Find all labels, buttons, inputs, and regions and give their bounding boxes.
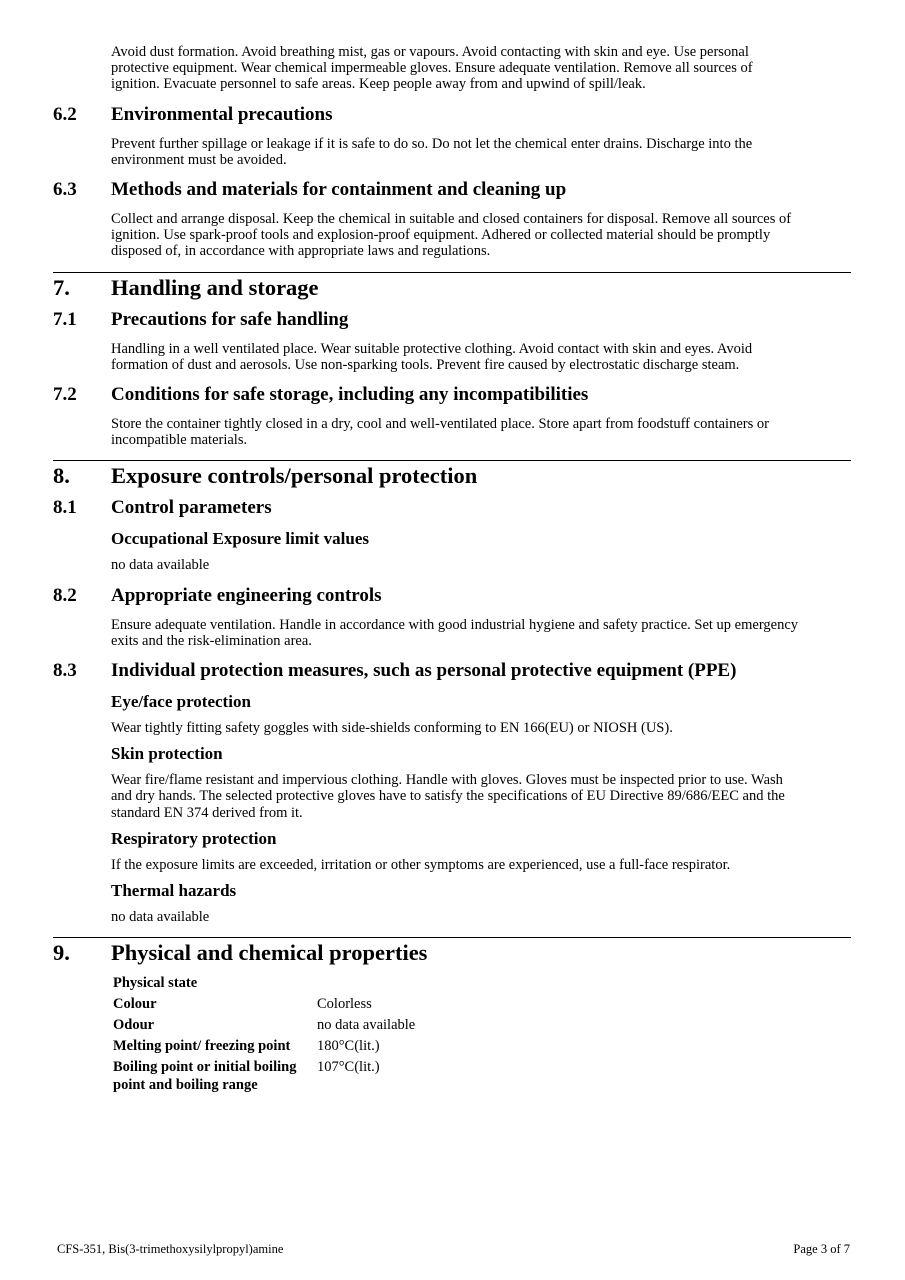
- property-value: Colorless: [317, 996, 372, 1013]
- section-title: Methods and materials for containment and cleaning up: [111, 179, 567, 201]
- property-name: Colour: [113, 996, 157, 1013]
- section-7-heading: [53, 275, 851, 301]
- section-number: 7.1: [53, 308, 77, 330]
- section-number: 7.: [53, 274, 70, 300]
- respiratory-protection-subheading: Respiratory protection: [111, 828, 277, 848]
- section-7-2-text: Store the container tightly closed in a dry, cool and well-ventilated place. Store apart from foodstuff containers or incompatible materials.: [111, 416, 769, 449]
- eye-protection-text: Wear tightly fitting safety goggles with side-shields conforming to EN 166(EU) or NIOSH (US).: [111, 720, 673, 737]
- section-8-2-heading: [53, 585, 851, 607]
- section-6-2-heading: [53, 104, 851, 126]
- table-row: [111, 974, 417, 995]
- property-value: [315, 974, 417, 995]
- property-name: Boiling point or initial boiling point and boiling range: [113, 1059, 297, 1094]
- exposure-limit-subheading: Occupational Exposure limit values: [111, 529, 370, 549]
- section-title: Physical and chemical properties: [111, 940, 428, 966]
- section-divider: [53, 937, 851, 966]
- table-row: [111, 1016, 417, 1037]
- section-6-3-text: Collect and arrange disposal. Keep the chemical in suitable and closed containers for disposal. Remove all sources of ignition. Use spark-proof tools and explosion-proof equipment. Adhered or collected material should be promptly disposed of, in accordance with appropriate laws and regulations.: [111, 211, 792, 260]
- section-8-2-text: Ensure adequate ventilation. Handle in accordance with good industrial hygiene and safety practice. Set up emergency exits and the risk-elimination area.: [111, 616, 799, 649]
- property-name: Physical state: [113, 975, 198, 992]
- exposure-limit-text: no data available: [111, 557, 210, 574]
- section-8-1-heading: [53, 497, 851, 519]
- table-row: [111, 995, 417, 1016]
- eye-protection-subheading: Eye/face protection: [111, 692, 251, 712]
- section-9-heading: [53, 940, 851, 966]
- accidental-release-text: Avoid dust formation. Avoid breathing mist, gas or vapours. Avoid contacting with skin and eye. Use personal protective equipment. Wear chemical impermeable gloves. Ensure adequate ventilation. Remove all sources of ignition. Evacuate personnel to safe areas. Keep people away from and upwind of spill/leak.: [111, 44, 753, 93]
- footer-page-number: Page 3 of 7: [793, 1242, 850, 1256]
- section-number: 9.: [53, 940, 70, 966]
- property-value: 180°C(lit.): [317, 1038, 380, 1055]
- section-title: Individual protection measures, such as personal protective equipment (PPE): [111, 660, 737, 682]
- section-8-3-heading: [53, 660, 851, 682]
- section-title: Conditions for safe storage, including any incompatibilities: [111, 384, 589, 406]
- footer-document-name: CFS-351, Bis(3-trimethoxysilylpropyl)amine: [57, 1242, 284, 1256]
- skin-protection-text: Wear fire/flame resistant and impervious clothing. Handle with gloves. Gloves must be inspected prior to use. Wash and dry hands. The selected protective gloves have to satisfy the specifications of EU Directive 89/686/EEC and the standard EN 374 derived from it.: [111, 772, 785, 821]
- section-8-heading: [53, 463, 851, 489]
- section-number: 8.3: [53, 660, 77, 682]
- thermal-hazards-text: no data available: [111, 909, 210, 926]
- section-title: Exposure controls/personal protection: [111, 463, 478, 489]
- thermal-hazards-subheading: Thermal hazards: [111, 881, 237, 901]
- section-title: Handling and storage: [111, 274, 319, 300]
- section-title: Appropriate engineering controls: [111, 584, 382, 606]
- section-6-2-text: Prevent further spillage or leakage if it is safe to do so. Do not let the chemical enter drains. Discharge into the environment must be avoided.: [111, 135, 753, 168]
- table-row: [111, 1037, 417, 1058]
- section-7-1-text: Handling in a well ventilated place. Wear suitable protective clothing. Avoid contact with skin and eyes. Avoid formation of dust and aerosols. Use non-sparking tools. Prevent fire caused by electrostatic discharge steam.: [111, 340, 753, 373]
- skin-protection-subheading: Skin protection: [111, 744, 223, 764]
- page-content: [53, 44, 851, 1097]
- section-number: 8.: [53, 463, 70, 489]
- table-row: [111, 1058, 417, 1097]
- section-number: 7.2: [53, 384, 77, 406]
- section-title: Precautions for safe handling: [111, 308, 349, 330]
- section-title: Control parameters: [111, 497, 272, 519]
- section-7-1-heading: [53, 309, 851, 331]
- property-name: Odour: [113, 1017, 155, 1034]
- section-divider: [53, 460, 851, 489]
- property-name: Melting point/ freezing point: [113, 1038, 291, 1055]
- section-number: 6.2: [53, 103, 77, 125]
- respiratory-protection-text: If the exposure limits are exceeded, irritation or other symptoms are experienced, use a full-face respirator.: [111, 856, 731, 873]
- section-7-2-heading: [53, 384, 851, 406]
- property-value: no data available: [317, 1017, 416, 1034]
- property-value: 107°C(lit.): [317, 1059, 380, 1076]
- section-number: 8.2: [53, 584, 77, 606]
- properties-table: [111, 974, 417, 1097]
- section-6-3-heading: [53, 179, 851, 201]
- section-title: Environmental precautions: [111, 103, 333, 125]
- section-number: 6.3: [53, 179, 77, 201]
- section-number: 8.1: [53, 497, 77, 519]
- section-divider: [53, 272, 851, 301]
- page-footer: [57, 1242, 850, 1257]
